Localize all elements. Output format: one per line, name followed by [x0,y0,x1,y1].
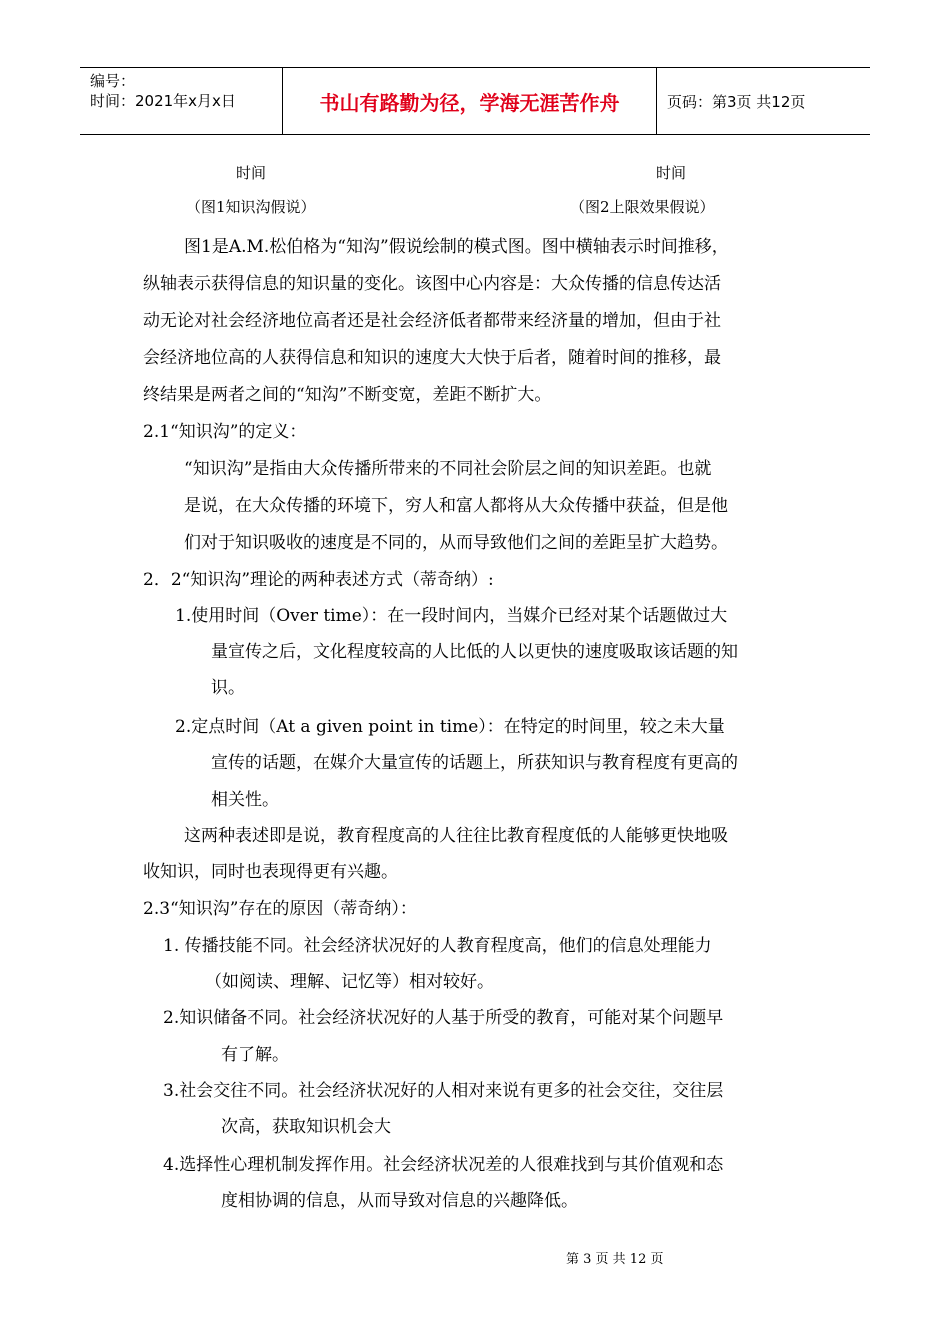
intro-line-1: 图1是A.M.松伯格为“知沟”假说绘制的模式图。图中横轴表示时间推移， [184,237,729,257]
intro-line-3: 动无论对社会经济地位高者还是社会经济低者都带来经济量的增加，但由于社 [143,311,721,331]
s22-item2-line-3: 相关性。 [211,790,279,810]
s22-item1-line-3: 识。 [211,678,245,698]
header-meta [80,68,283,134]
s23-item2-line-2: 有了解。 [221,1045,289,1065]
s23-item3-line-2: 次高，获取知识机会大 [221,1117,391,1137]
section-2-1-line-2: 是说，在大众传播的环境下，穷人和富人都将从大众传播中获益，但是他 [184,496,728,516]
figure2-axis-label: 时间 [656,164,687,182]
intro-line-5: 终结果是两者之间的“知沟”不断变宽，差距不断扩大。 [143,385,552,405]
s22-item2-line-2: 宣传的话题，在媒介大量宣传的话题上，所获知识与教育程度有更高的 [211,753,738,773]
s22-summary-line-2: 收知识，同时也表现得更有兴趣。 [143,862,398,882]
header-motto: 书山有路勤为径，学海无涯苦作舟 [283,68,657,134]
s22-item1-line-1: 1.使用时间（Over time）：在一段时间内，当媒介已经对某个话题做过大 [175,606,728,626]
section-2-1-line-1: “知识沟”是指由大众传播所带来的不同社会阶层之间的知识差距。也就 [184,459,712,479]
figure1-caption: （图1知识沟假说） [186,198,316,216]
s23-item4-line-2: 度相协调的信息，从而导致对信息的兴趣降低。 [221,1191,578,1211]
s23-item3-line-1: 3.社会交往不同。社会经济状况好的人相对来说有更多的社会交往，交往层 [163,1081,724,1101]
header-page-info: 页码：第3页 共12页 [667,92,806,111]
figure2-caption: （图2上限效果假说） [570,198,715,216]
page-header [80,67,870,135]
s22-summary-line-1: 这两种表述即是说，教育程度高的人往往比教育程度低的人能够更快地吸 [184,826,728,846]
section-2-3-heading: 2.3“知识沟”存在的原因（蒂奇纳）： [143,899,417,919]
s23-item4-line-1: 4.选择性心理机制发挥作用。社会经济状况差的人很难找到与其价值观和态 [163,1155,724,1175]
intro-line-4: 会经济地位高的人获得信息和知识的速度大大快于后者，随着时间的推移，最 [143,348,721,368]
section-2-2-heading: 2．2“知识沟”理论的两种表述方式（蒂奇纳）: [143,570,494,590]
s23-item1-line-1: 1. 传播技能不同。社会经济状况好的人教育程度高，他们的信息处理能力 [163,936,712,956]
document-date: 时间：2021年x月x日 [90,92,236,110]
s23-item2-line-1: 2.知识储备不同。社会经济状况好的人基于所受的教育，可能对某个问题早 [163,1008,724,1028]
s23-item1-line-2: （如阅读、理解、记忆等）相对较好。 [205,972,494,992]
intro-line-2: 纵轴表示获得信息的知识量的变化。该图中心内容是：大众传播的信息传达活 [143,274,721,294]
s22-item2-line-1: 2.定点时间（At a given point in time）：在特定的时间里，较之未大量 [175,717,725,737]
document-number-label: 编号： [90,72,136,90]
section-2-1-heading: 2.1“知识沟”的定义： [143,422,307,442]
figure1-axis-label: 时间 [236,164,267,182]
section-2-1-line-3: 们对于知识吸收的速度是不同的，从而导致他们之间的差距呈扩大趋势。 [184,533,728,553]
s22-item1-line-2: 量宣传之后，文化程度较高的人比低的人以更快的速度吸取该话题的知 [211,642,738,662]
page-footer: 第 3 页 共 12 页 [566,1252,664,1267]
